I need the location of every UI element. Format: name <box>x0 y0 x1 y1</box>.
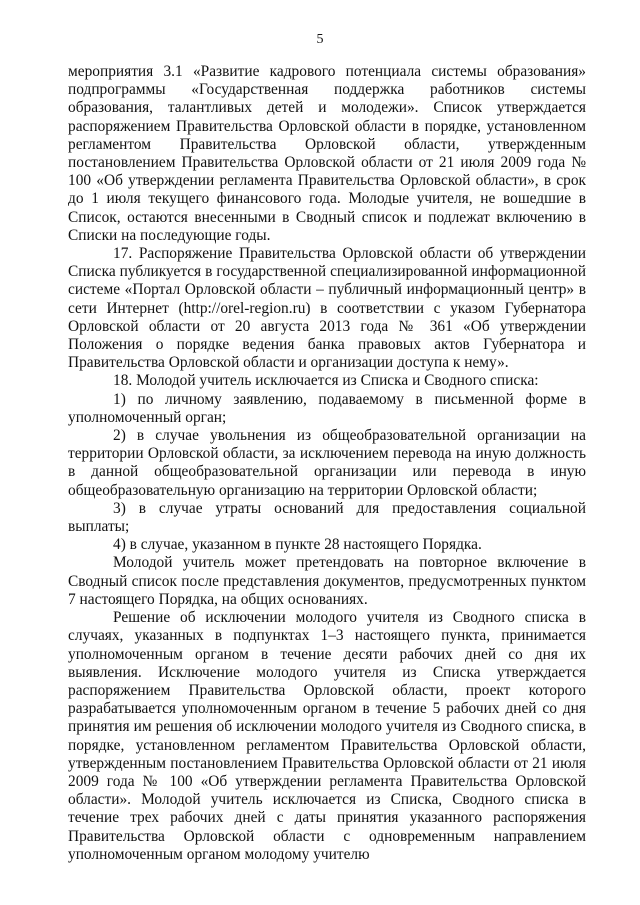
subitem-2: 2) в случае увольнения из общеобразовательной организации на территории Орловской области, за исключением перевода на иную должность в данной общеобразовательной организации или перевода в иную общеобразовательную организацию на территории Орловской области; <box>68 427 586 499</box>
subitem-1: 1) по личному заявлению, подаваемому в письменной форме в уполномоченный орган; <box>68 390 586 426</box>
paragraph-18: 18. Молодой учитель исключается из Списка и Сводного списка: <box>113 372 539 390</box>
document-body <box>68 63 586 864</box>
paragraph-exclusion-decision: Решение об исключении молодого учителя из Сводного списка в случаях, указанных в подпунктах 1–3 настоящего пункта, принимается уполномоченным органом в течение десяти рабочих дней со дня их выявления. Исключение молодого учителя из Списка утверждается распоряжением Правительства Орловской области, проект которого разрабатывается уполномоченным органом в течение 5 рабочих дней со дня принятия им решения об исключении молодого учителя из Сводного списка, в порядке, установленном регламентом Правительства Орловской области, утвержденным постановлением Правительства Орловской области от 21 июля 2009 года № 100 «Об утверждении регламента Правительства Орловской области». Молодой учитель исключается из Списка, Сводного списка в течение трех рабочих дней с даты принятия указанного распоряжения Правительства Орловской области с одновременным направлением уполномоченным органом молодому учителю <box>68 609 586 863</box>
page-number: 5 <box>316 32 324 47</box>
subitem-3: 3) в случае утраты оснований для предоставления социальной выплаты; <box>68 499 586 536</box>
paragraph-continuation: мероприятия 3.1 «Развитие кадрового потенциала системы образования» подпрограммы «Государственная поддержка работников системы образования, талантливых детей и молодежи». Список утверждается распоряжением Правительства Орловской области в порядке, установленном регламентом Правительства Орловской области, утвержденным постановлением Правительства Орловской области от 21 июля 2009 года № 100 «Об утверждении регламента Правительства Орловской области», в срок до 1 июля текущего финансового года. Молодые учителя, не вошедшие в Список, остаются внесенными в Сводный список и подлежат включению в Списки на последующие годы. <box>68 63 586 244</box>
subitem-4: 4) в случае, указанном в пункте 28 настоящего Порядка. <box>113 536 482 554</box>
paragraph-reinclusion: Молодой учитель может претендовать на повторное включение в Сводный список после представления документов, предусмотренных пунктом 7 настоящего Порядка, на общих основаниях. <box>68 554 586 608</box>
paragraph-17: 17. Распоряжение Правительства Орловской области об утверждении Списка публикуется в государственной специализированной информационной системе «Портал Орловской области – публичный информационный центр» в сети Интернет (http://orel-region.ru) в соответствии с указом Губернатора Орловской области от 20 августа 2013 года № 361 «Об утверждении Положения о порядке ведения банка правовых актов Губернатора и Правительства Орловской области и организации доступа к нему». <box>68 245 586 372</box>
